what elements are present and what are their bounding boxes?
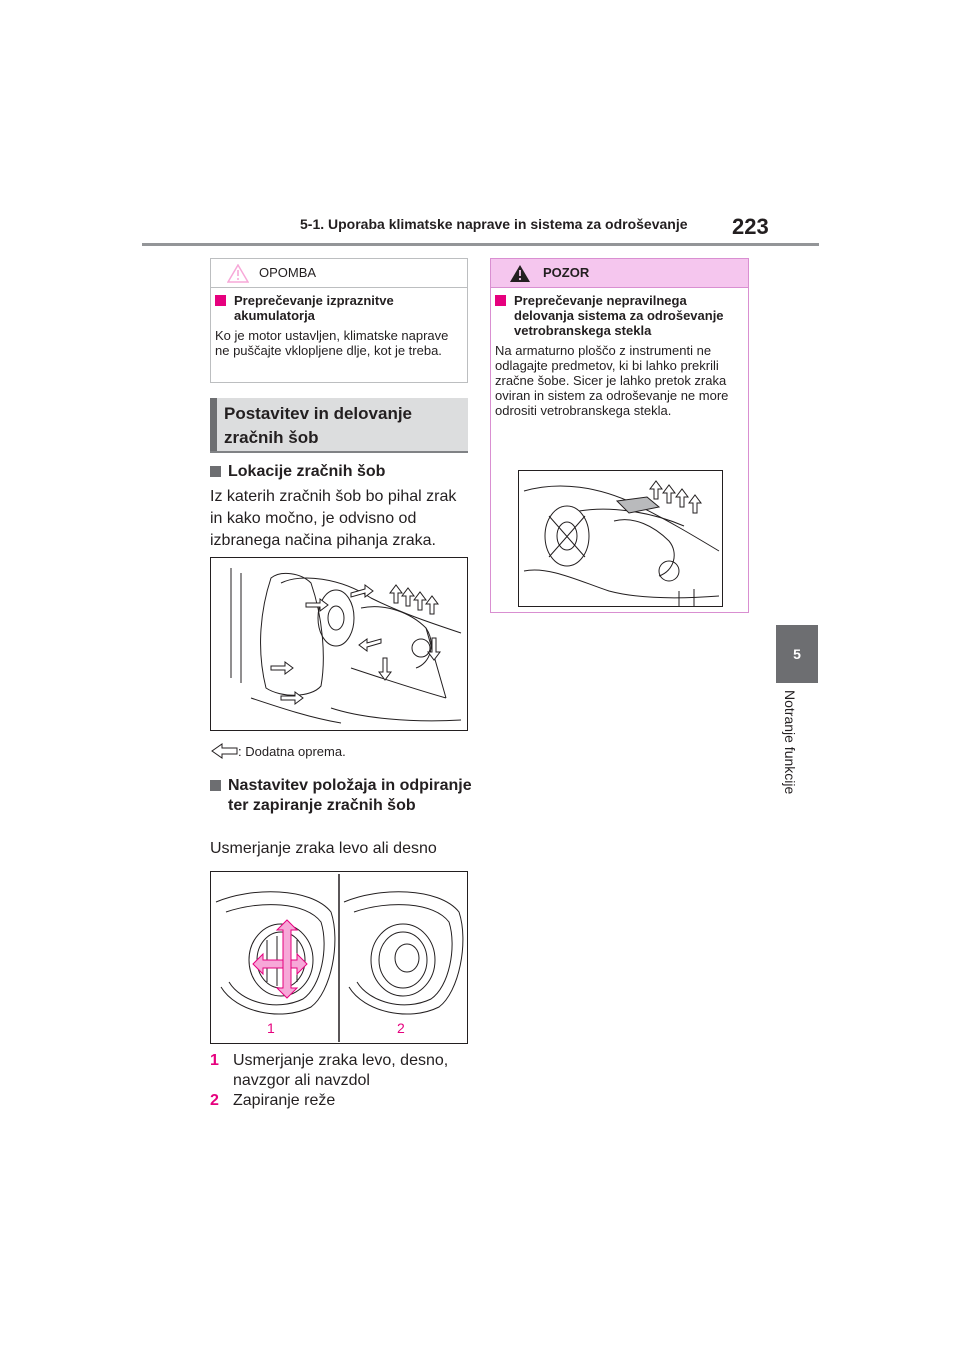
chapter-tab	[776, 625, 818, 683]
list-item-number: 2	[210, 1092, 219, 1109]
header-rule	[142, 243, 819, 246]
square-bullet-icon	[495, 295, 506, 306]
note-header	[211, 259, 467, 288]
chapter-label: Notranje funkcije	[782, 690, 798, 795]
warning-triangle-icon	[509, 264, 531, 283]
note-subheading	[215, 293, 461, 323]
note-box	[210, 258, 468, 383]
adjust-subheading	[210, 776, 478, 816]
section-title-line2: zračnih šob	[224, 428, 319, 447]
optional-equipment-arrow-icon	[210, 743, 238, 759]
locations-subheading-text: Lokacije zračnih šob	[228, 463, 386, 480]
caution-triangle-icon	[227, 264, 249, 283]
warning-subheading	[495, 293, 742, 338]
figure-label-1: 1	[267, 1020, 275, 1036]
legend	[210, 743, 346, 759]
adjust-subheading-text: Nastavitev položaja in odpiranje ter zapiranje zračnih šob	[228, 777, 472, 814]
warning-header	[491, 259, 748, 288]
locations-body: Iz katerih zračnih šob bo pihal zrak in kako močno, je odvisno od izbranega načina pihanja zraka.	[210, 488, 457, 549]
vent-adjust-illustration	[210, 871, 468, 1044]
dashboard-drawing	[519, 471, 722, 606]
running-header: 5-1. Uporaba klimatske naprave in sistema za odroševanje	[300, 216, 688, 232]
list-item-text: Zapiranje reže	[233, 1092, 336, 1109]
square-bullet-icon	[210, 466, 221, 477]
locations-subheading	[210, 462, 385, 482]
note-heading: OPOMBA	[259, 265, 317, 280]
page-number: 223	[732, 214, 769, 239]
list-item-text: Usmerjanje zraka levo, desno, navzgor ali navzdol	[233, 1052, 449, 1089]
dashboard-illustration	[518, 470, 723, 607]
chapter-number: 5	[793, 646, 801, 662]
warning-subheading-text: Preprečevanje nepravilnega delovanja sistema za odroševanje vetrobranskega stekla	[514, 293, 724, 338]
warning-heading: POZOR	[543, 265, 590, 280]
figure-label-2: 2	[397, 1020, 405, 1036]
square-bullet-icon	[210, 780, 221, 791]
note-body: Ko je motor ustavljen, klimatske naprave ne puščajte vklopljene dlje, kot je treba.	[215, 328, 449, 358]
adjust-body: Usmerjanje zraka levo ali desno	[210, 840, 437, 857]
note-subheading-text: Preprečevanje izpraznitve akumulatorja	[234, 293, 394, 323]
warning-box	[490, 258, 749, 613]
legend-text: : Dodatna oprema.	[238, 743, 346, 759]
section-title	[224, 402, 412, 450]
cabin-drawing	[211, 558, 467, 730]
vent-locations-illustration	[210, 557, 468, 731]
warning-body: Na armaturno ploščo z instrumenti ne odlagajte predmetov, ki bi lahko prekrili zračne šobe. Sicer je lahko pretok zraka oviran in sistem za odroševanje ne more odrositi vetrobranskega stekla.	[495, 343, 729, 418]
section-heading-bar	[210, 398, 217, 451]
section-title-line1: Postavitev in delovanje	[224, 404, 413, 423]
section-heading	[210, 398, 468, 453]
list-item-number: 1	[210, 1052, 219, 1069]
vent-drawing	[211, 872, 467, 1043]
square-bullet-icon	[215, 295, 226, 306]
